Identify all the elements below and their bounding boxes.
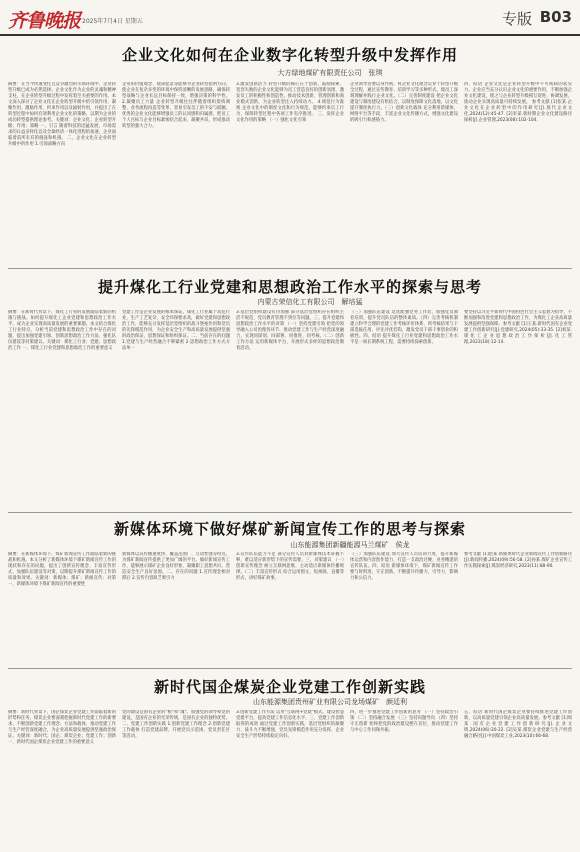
section-name: 专版 — [501, 10, 532, 28]
article-2-column: 党建工作是企业发展的根本保证。煤化工行业属于高危行业，生产工艺复杂，安全环保要求高，做好党建和思想政治工作，能够充分发挥基层党组织的战斗堡垒作用和党员的先锋模范作用，为企业安全生产和高质量发展提供坚强的政治保证、思想保证和组织保证。二、当前存在的问题 1.党建与生产经营融合不够紧密 2.思想政治工作方式方法单一 — [122, 310, 230, 351]
article-4-column: 摘要：新时代背景下，国企煤炭企业党建工作面临着新的形势和任务。煤炭企业要深刻把握新时代党建工作的新要求，不断创新党建工作理念、方法和载体，推动党建工作与生产经营深度融合，为企业高质量发展提供坚强政治保证。关键词：新时代；国企；煤炭企业；党建工作；创新 一、新时代国企煤炭企业党建工作的重要意义 — [8, 710, 116, 745]
article-2-column: 要坚持以习近平新时代中国特色社会主义思想为指导，不断加强和改进党建和思想政治工作，为煤化工企业高质量发展提供坚强保障。参考文献 [1]王某.新时代国有企业党建工作创新研究[J].党建研究,2024(05):33-35. [2]刘某.煤化工企业思想政治工作探析[J].化工管理,2023(18):12-14. — [464, 310, 572, 345]
divider — [8, 668, 572, 669]
article-1-column: 3.激发创新活力 转型升级的核心在于创新。鼓励探索、宽容失败的企业文化能够为员工营造良好的创新氛围，激发员工的积极性和创造性，推动技术创新、管理创新和商业模式创新，为企业转型注入持续动力。 4.规范行为准则 企业文化中的制度文化和行为规范，能够约束员工行为，保障转型过程中各项工作有序推进。 三、发挥企业文化作用的策略 （一）强化文化引领 — [236, 82, 344, 123]
article-4-column: 党的建设是国有企业的"根"和"魂"。加强党的领导和党的建设，是国有企业的光荣传统，是国有企业的独特优势。二、党建工作创新实践 1.创新党建工作理念 2.创新党建工作载体 打造党建品牌，开展党员示范岗、党员责任区等活动。 — [122, 710, 230, 739]
article-1-column: 企业领导者要以身作则，将企业文化理念贯穿于转型升级全过程，通过宣传教育、培训学习等多种形式，使员工深刻理解并践行企业文化。（二）完善制度建设 把企业文化建设与制度建设有机结合，以制度保障文化落地，以文化提升制度执行力。（三）创新文化载体 充分利用新媒体、网络平台等手段，丰富企业文化传播方式，增强文化建设的吸引力和感染力。 — [350, 82, 458, 123]
article-1-headline: 企业文化如何在企业数字化转型升级中发挥作用 — [121, 46, 458, 64]
article-3-column: 新媒体以其传播速度快、覆盖范围广、互动性强等特点，为煤矿新闻宣传提供了更加广阔的平台。做好新闻宣传工作，能够展示煤矿企业良好形象，凝聚职工思想共识，营造安全生产良好氛围。二、存在的问题 1.宣传理念相对滞后 2.宣传内容缺乏吸引力 — [122, 552, 230, 581]
masthead: 齐鲁晚报 — [8, 10, 81, 32]
article-3-body — [8, 552, 572, 662]
article-4-column: 3.创新党建工作方法 运用"互联网+党建"模式，建设智慧党建平台，提高党建工作信息化水平。三、党建工作创新取得的成效 通过党建工作创新实践，基层党组织的凝聚力、战斗力不断增强，党员先锋模范作用充分发挥，企业安全生产形势持续稳定向好。 — [236, 710, 344, 739]
article-4-column: 五、结语 新时代国企煤炭企业要持续推进党建工作创新，以高质量党建引领企业高质量发展。参考文献 [1]周某.国有企业党建工作创新研究[J].企业文明,2024(06):20-22. [2]吴某.煤炭企业党建与生产经营融合路径[J].中国煤炭工业,2023(10):66-68. — [464, 710, 572, 739]
article-3-column: （三）加强队伍建设 加大宣传人员培训力度，提升新媒体运营和内容创作能力，打造一支政治过硬、业务精湛的宣传队伍。四、结语 新媒体环境下，煤矿新闻宣传工作要与时俱进、守正创新，不断提升传播力、引导力、影响力和公信力。 — [350, 552, 458, 581]
divider — [8, 268, 572, 269]
page-number: B03 — [539, 8, 572, 26]
divider — [8, 512, 572, 513]
article-3-headline: 新媒体环境下做好煤矿新闻宣传工作的思考与探索 — [113, 520, 466, 538]
article-4-body — [8, 710, 572, 846]
article-4-byline: 山东能源集团贵州矿业有限公司龙场煤矿 颜廷利 — [253, 698, 407, 706]
article-1-byline: 大方绿地煤矿有限责任公司 张琪 — [277, 69, 383, 77]
article-2-column: 摘要：在新时代背景下，煤化工行业的发展面临着新的机遇与挑战。如何提升煤化工企业党建和思想政治工作水平，成为企业实现高质量发展的重要课题。本文结合煤化工行业特点，分析当前党建和思想政治工作中存在的问题，提出加强党建引领、创新思想政治工作方法、强化队伍建设等对策建议。关键词：煤化工行业；党建；思想政治工作 一、煤化工行业党建和思想政治工作的重要意义 — [8, 310, 116, 351]
article-2-headline: 提升煤化工行业党建和思想政治工作水平的探索与思考 — [97, 278, 482, 296]
article-3-column: 摘要：在新媒体环境下，煤矿新闻宣传工作面临着新的挑战和机遇。本文分析了新媒体环境下煤矿新闻宣传工作的现状和存在的问题，提出了创新宣传理念、丰富宣传形式、加强队伍建设等对策，以期提升煤矿新闻宣传工作的质量和效果。关键词：新媒体；煤矿；新闻宣传；对策 一、新媒体环境下煤矿新闻宣传的重要性 — [8, 552, 116, 587]
article-1-column: 摘要：在当今快速变化且竞争激烈的市场环境中，企业转型升级已成为必然选择。企业文化作为企业的灵魂和精神支柱，在企业转型升级过程中发挥着至关重要的作用。本文深入探讨了企业文化在企业转型升级中的引领作用、凝聚作用、激励作用、约束作用以及辐射作用，并提出了在转型过程中如何有效利用企业文化的策略，以期为企业的成功转型提供理论参考。关键词：企业文化；企业转型升级；作用；策略 一、引言 随着科技的迅猛发展、市场需求的日益多样化以及全球经济一体化进程的加速，企业面临着前所未有的挑战和机遇。 二、企业文化在企业转型升级中的作用 1.引领战略方向 — [8, 82, 116, 147]
article-3-column: 参考文献 [1]赵某.新媒体时代企业新闻宣传工作创新路径[J].新闻传播,2024(09):56-58. [2]孙某.煤矿企业宣传工作实践探索[J].煤炭经济研究,2023(11):88-90. — [464, 552, 572, 569]
article-2-byline: 内蒙古荣信化工有限公司 解培猛 — [257, 298, 363, 306]
article-1-column: 四、结语 企业文化是企业转型升级中不可或缺的软实力。企业应当充分认识企业文化的重要作用，不断加强企业文化建设，使之与企业转型升级相互促进、协调发展，推动企业实现高质量可持续发展。 参考文献 [1]张某.企业文化在企业转型中的作用研究[J].现代企业文化,2024(12):45-47. [2]李某.新时期企业文化建设路径探析[J].企业管理,2023(08):102-104. — [464, 82, 572, 123]
dateline: 2025年7月4日 星期五 — [82, 18, 143, 25]
article-2-column: 3.基层党组织建设有待加强 部分基层党组织存在组织生活不规范、党员教育管理不到位等问题。三、提升党建和思想政治工作水平的对策 （一）坚持党建引领 把党的领导融入公司治理各环节，推动党建工作与生产经营深度融合，实现同谋划、同部署、同推进、同考核。（二）创新工作方法 运用新媒体平台，开展形式多样的思想政治教育活动。 — [236, 310, 344, 351]
article-3-byline: 山东能源集团新疆能源马兰煤矿 侯龙 — [290, 541, 410, 549]
article-4-column: 四、进一步推进党建工作创新的思考 （一）坚持政治引领 （二）坚持融合发展 （三）坚持问题导向 （四）坚持守正创新 始终把党的政治建设摆在首位，推动党建工作与中心工作同频共振。 — [350, 710, 458, 733]
article-2-body — [8, 310, 572, 506]
page-header — [0, 0, 580, 36]
article-2-column: （三）加强队伍建设 选优配强党务工作者，加强党员教育培训，提升党员队伍的整体素质。（四）完善考核机制 建立科学合理的党建工作考核评价体系，将考核结果与干部选拔任用、评先评优挂钩，激发党员干部干事创业的积极性。四、结语 提升煤化工行业党建和思想政治工作水平是一项长期系统工程，需要持续探索创新。 — [350, 310, 458, 345]
article-4-headline: 新时代国企煤炭企业党建工作创新实践 — [153, 678, 426, 696]
article-3-column: 3.宣传队伍能力不足 部分宣传人员对新媒体技术掌握不够，难以适应新形势下的宣传需要。三、对策建议 （一）创新宣传理念 树立互联网思维，主动适应新媒体传播规律。（二）丰富宣传形式 综合运用图文、短视频、直播等形式，讲好煤矿故事。 — [236, 552, 344, 581]
article-1-body — [8, 82, 572, 260]
article-1-column: 企业的价值观念、使命愿景等能够为企业转型指明方向，使企业在复杂多变的环境中保持清晰的发展思路，确保转型战略与企业长远目标保持一致，增强决策的科学性。 2.凝聚员工力量 企业转型升级往往伴随着组织架构调整、业务流程再造等变革，容易引发员工的不安与抵触。优秀的企业文化能够增强员工的认同感和归属感，把员工个人目标与企业目标紧密结合起来，凝聚共识，形成推动转型的强大合力。 — [122, 82, 230, 129]
